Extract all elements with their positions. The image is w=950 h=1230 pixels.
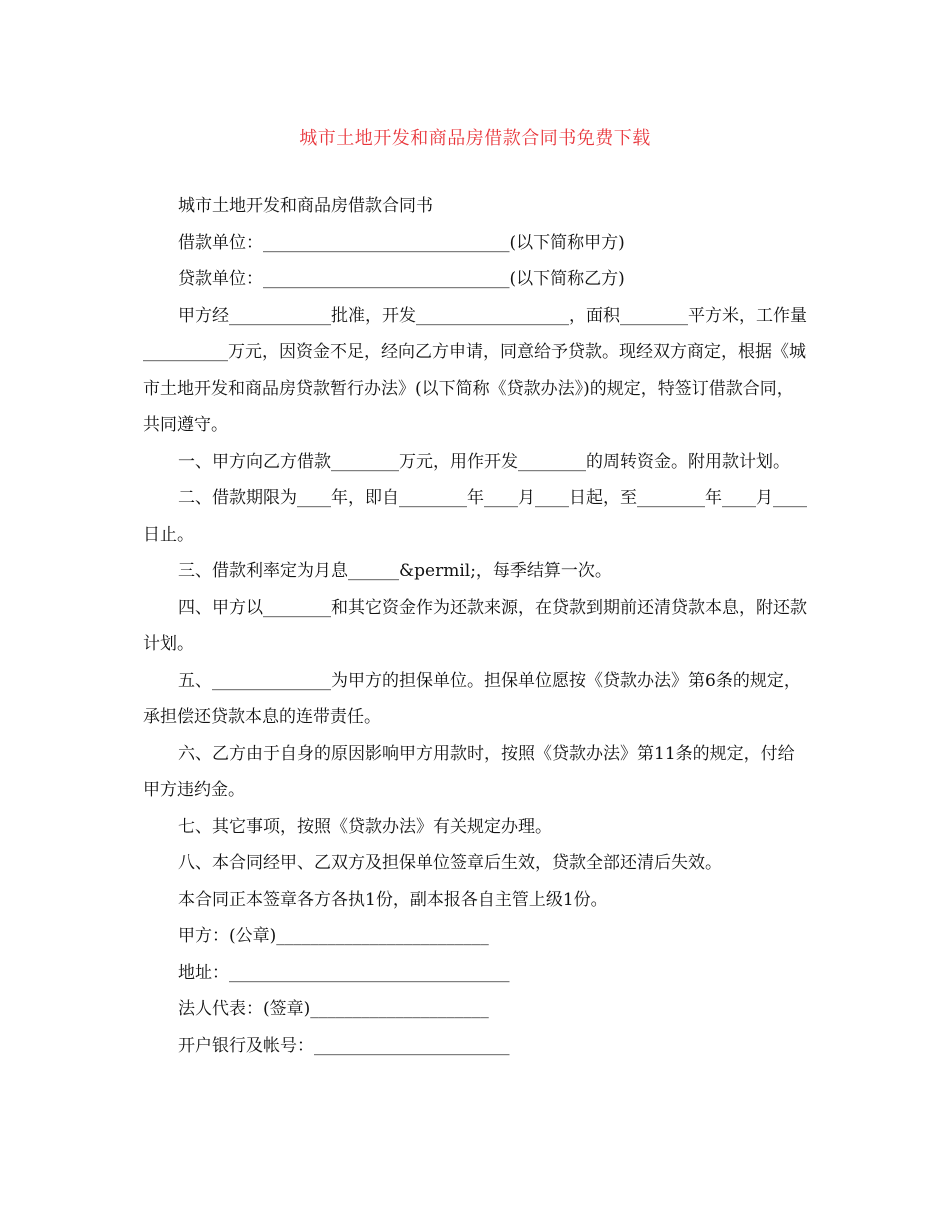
preamble-paragraph: 甲方经____________批准，开发__________________，面积________平方米，工作量__________万元，因资金不足，经向乙方申请，同意给予贷款。现经双方商定，根据《城市土地开发和商品房贷款暂行办法》(以下简称《贷款办法》)的规定，特签订借款合同，共同遵守。 bbox=[143, 305, 807, 435]
clause-5: 五、______________为甲方的担保单位。担保单位愿按《贷款办法》第6条的规定，承担偿还贷款本息的连带责任。 bbox=[143, 670, 801, 727]
document-title: 城市土地开发和商品房借款合同书免费下载 bbox=[299, 128, 651, 149]
clause-4: 四、甲方以________和其它资金作为还款来源，在贷款到期前还清贷款本息，附还款计划。 bbox=[143, 597, 807, 654]
clause-3: 三、借款利率定为月息______&permil;，每季结算一次。 bbox=[178, 561, 612, 581]
party-a-seal-line: 甲方：(公章)_________________________ bbox=[178, 926, 489, 946]
clause-2: 二、借款期限为____年，即自________年____月____日起，至________年____月____日止。 bbox=[143, 488, 807, 545]
contract-heading: 城市土地开发和商品房借款合同书 bbox=[178, 196, 433, 216]
address-line: 地址：_________________________________ bbox=[178, 962, 510, 983]
lender-line: 贷款单位：_____________________________(以下简称乙方) bbox=[178, 269, 625, 289]
borrower-line: 借款单位：_____________________________(以下简称甲方) bbox=[178, 232, 625, 253]
clause-7: 七、其它事项，按照《贷款办法》有关规定办理。 bbox=[178, 816, 552, 837]
copies-note: 本合同正本签章各方各执1份，副本报各自主管上级1份。 bbox=[178, 889, 608, 910]
clause-8: 八、本合同经甲、乙双方及担保单位签章后生效，贷款全部还清后失效。 bbox=[178, 853, 722, 873]
clause-6: 六、乙方由于自身的原因影响甲方用款时，按照《贷款办法》第11条的规定，付给甲方违约金。 bbox=[143, 743, 795, 800]
legal-rep-line: 法人代表：(签章)_____________________ bbox=[178, 999, 489, 1019]
bank-account-line: 开户银行及帐号：_______________________ bbox=[178, 1035, 510, 1056]
document-body bbox=[143, 188, 809, 1064]
clause-1: 一、甲方向乙方借款________万元，用作开发________的周转资金。附用款计划。 bbox=[178, 451, 790, 472]
